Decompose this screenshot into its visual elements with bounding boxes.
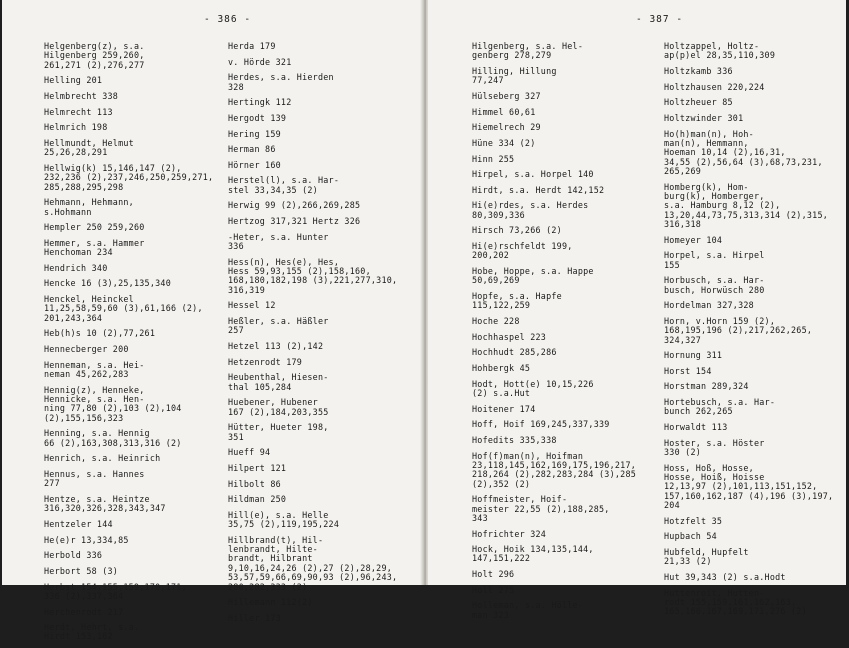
index-entry bbox=[44, 623, 230, 642]
index-entry bbox=[44, 361, 230, 380]
index-entry bbox=[228, 448, 420, 457]
index-entry-line: 147,151,222 bbox=[472, 553, 531, 564]
index-entry-line: 280,282,333 (2) bbox=[228, 581, 308, 592]
index-entry bbox=[228, 201, 420, 210]
index-entry-line: Henrich, s.a. Heinrich bbox=[44, 453, 161, 464]
index-entry bbox=[664, 83, 844, 92]
index-entry-line: Henneman, s.a. Hei- bbox=[44, 359, 145, 370]
index-entry-line: Homeyer 104 bbox=[664, 234, 723, 245]
index-entry bbox=[664, 301, 844, 310]
index-entry bbox=[472, 420, 664, 429]
index-entry bbox=[228, 342, 420, 351]
index-entry-line: 167 (2),184,203,355 bbox=[228, 406, 329, 417]
index-entry bbox=[228, 598, 420, 607]
index-entry-line: Heßler, s.a. Häßler bbox=[228, 316, 329, 327]
index-entry bbox=[472, 436, 664, 445]
index-entry-line: Hinn 255 bbox=[472, 153, 515, 164]
index-entry-line: 155 bbox=[664, 259, 680, 270]
index-entry bbox=[664, 67, 844, 76]
index-entry bbox=[472, 333, 664, 342]
index-entry-line: Hess(n), Hes(e), Hes, bbox=[228, 256, 340, 267]
index-entry-line: Hencke 16 (3),25,135,340 bbox=[44, 278, 172, 289]
index-entry-line: 50,69,269 bbox=[472, 275, 520, 286]
page-number: - 386 - bbox=[204, 14, 252, 25]
index-entry-line: Herbst 154,155,159,170,171, bbox=[44, 581, 187, 592]
index-entry-line: Hetzenrodt 179 bbox=[228, 356, 303, 367]
index-entry bbox=[44, 386, 230, 423]
index-entry-line: Hordelman 327,328 bbox=[664, 300, 754, 311]
index-entry-line: ap(p)el 28,35,110,309 bbox=[664, 50, 776, 61]
index-entry-line: 77,247 bbox=[472, 75, 504, 86]
index-entry bbox=[44, 139, 230, 158]
index-entry-line: neman 45,262,283 bbox=[44, 369, 129, 380]
index-entry-line: Hilling, Hillung bbox=[472, 65, 557, 76]
index-entry-line: 9,10,16,24,26 (2),27 (2),28,29, bbox=[228, 562, 393, 573]
index-entry bbox=[472, 495, 664, 523]
index-entry bbox=[472, 155, 664, 164]
index-entry-line: Hennecberger 200 bbox=[44, 344, 129, 355]
index-entry-line: Hessel 12 bbox=[228, 300, 276, 311]
index-entry-line: (2) s.a.Hut bbox=[472, 387, 531, 398]
index-entry bbox=[664, 317, 844, 345]
index-entry-line: Hopfe, s.a. Hapfe bbox=[472, 291, 562, 302]
index-entry-line: Hofrichter 324 bbox=[472, 528, 547, 539]
index-entry-line: Hill(e), s.a. Helle bbox=[228, 509, 329, 520]
index-entry-line: Hobe, Hoppe, s.a. Happe bbox=[472, 266, 594, 277]
index-entry bbox=[664, 439, 844, 458]
index-entry bbox=[228, 495, 420, 504]
index-entry-line: bunch 262,265 bbox=[664, 406, 733, 417]
index-entry bbox=[44, 198, 230, 217]
index-entry-line: Hosse, Hoiß, Hoisse bbox=[664, 472, 765, 483]
index-entry bbox=[664, 42, 844, 61]
index-entry bbox=[472, 226, 664, 235]
index-entry bbox=[664, 114, 844, 123]
index-entry-line: Hennicke, s.a. Hen- bbox=[44, 394, 145, 405]
index-column bbox=[228, 42, 420, 629]
index-entry-line: Horst 154 bbox=[664, 365, 712, 376]
index-entry bbox=[44, 520, 230, 529]
index-entry-line: Horbusch, s.a. Har- bbox=[664, 275, 765, 286]
index-entry-line: Homberg(k), Hom- bbox=[664, 181, 749, 192]
index-entry-line: Hergodt 139 bbox=[228, 112, 287, 123]
index-entry bbox=[472, 267, 664, 286]
index-entry-line: Hemmer, s.a. Hammer bbox=[44, 237, 145, 248]
index-entry-line: Hi(e)rdes, s.a. Herdes bbox=[472, 200, 589, 211]
index-entry-line: Hentze, s.a. Heintze bbox=[44, 493, 150, 504]
index-entry-line: 11,25,58,59,60 (3),61,166 (2), bbox=[44, 303, 203, 314]
index-entry bbox=[664, 589, 844, 617]
index-entry-line: Hertzog 317,321 Hertz 326 bbox=[228, 216, 361, 227]
index-entry bbox=[472, 292, 664, 311]
index-entry-line: Hueff 94 bbox=[228, 447, 271, 458]
index-entry-line: Hock, Hoik 134,135,144, bbox=[472, 544, 594, 555]
index-entry-line: Hilbolt 86 bbox=[228, 478, 281, 489]
index-entry-line: Heb(h)s 10 (2),77,261 bbox=[44, 328, 156, 339]
index-entry-line: Herdes, s.a. Hierden bbox=[228, 72, 334, 83]
index-entry bbox=[44, 164, 230, 192]
index-entry-line: Hortebusch, s.a. Har- bbox=[664, 397, 776, 408]
index-entry-line: (2),155,156,323 bbox=[44, 412, 124, 423]
index-entry bbox=[664, 464, 844, 511]
index-entry-line: Henchoman 234 bbox=[44, 247, 113, 258]
index-entry-line: thal 105,284 bbox=[228, 381, 292, 392]
index-entry bbox=[44, 470, 230, 489]
index-entry bbox=[472, 242, 664, 261]
index-entry bbox=[228, 614, 420, 623]
index-entry-line: Hellwig(k) 15,146,147 (2), bbox=[44, 162, 182, 173]
index-entry-line: Hoffmeister, Hoif- bbox=[472, 494, 568, 505]
index-entry bbox=[472, 405, 664, 414]
index-entry-line: Helmbrecht 338 bbox=[44, 90, 119, 101]
index-entry bbox=[472, 108, 664, 117]
index-entry-line: 257 bbox=[228, 325, 244, 336]
index-entry-line: Hirpel, s.a. Horpel 140 bbox=[472, 169, 594, 180]
index-entry bbox=[44, 295, 230, 323]
index-entry bbox=[664, 367, 844, 376]
index-entry bbox=[228, 98, 420, 107]
index-entry bbox=[472, 530, 664, 539]
index-entry-line: 330 (2) bbox=[664, 447, 702, 458]
index-entry-line: Huttenroit, Hutten- bbox=[664, 587, 765, 598]
index-entry bbox=[228, 217, 420, 226]
index-entry-line: 80,309,336 bbox=[472, 209, 525, 220]
index-entry bbox=[44, 42, 230, 70]
index-entry-line: Herchenrodt 217 bbox=[44, 606, 124, 617]
index-entry-line: Hertingk 112 bbox=[228, 97, 292, 108]
index-entry-line: Horstman 289,324 bbox=[664, 381, 749, 392]
index-entry-line: Hofedits 335,338 bbox=[472, 434, 557, 445]
index-entry-line: (2),352 (2) bbox=[472, 478, 531, 489]
index-entry bbox=[664, 98, 844, 107]
index-entry bbox=[472, 123, 664, 132]
index-entry-line: -Heter, s.a. Hunter bbox=[228, 231, 329, 242]
index-entry bbox=[664, 517, 844, 526]
index-entry-line: 343 bbox=[472, 512, 488, 523]
index-entry-line: Hilpert 121 bbox=[228, 462, 287, 473]
index-entry-line: 351 bbox=[228, 431, 244, 442]
index-entry-line: 324,327 bbox=[664, 334, 702, 345]
index-entry-line: 13,20,44,73,75,313,314 (2),315, bbox=[664, 209, 829, 220]
index-entry-line: He(e)r 13,334,85 bbox=[44, 534, 129, 545]
index-entry-line: genberg 278,279 bbox=[472, 50, 552, 61]
index-entry-line: Horpel, s.a. Hirpel bbox=[664, 250, 765, 261]
index-entry bbox=[664, 351, 844, 360]
index-entry bbox=[664, 236, 844, 245]
index-entry-line: 201,243,364 bbox=[44, 312, 103, 323]
index-entry bbox=[228, 480, 420, 489]
index-entry bbox=[228, 161, 420, 170]
index-entry-line: Helmrecht 113 bbox=[44, 106, 113, 117]
index-entry-line: Hillbrand(t), Hil- bbox=[228, 534, 324, 545]
index-entry bbox=[472, 364, 664, 373]
index-entry bbox=[664, 532, 844, 541]
index-column bbox=[44, 42, 230, 648]
index-entry bbox=[472, 452, 664, 489]
index-entry-line: 53,57,59,66,69,90,93 (2),96,243, bbox=[228, 572, 398, 583]
index-entry bbox=[44, 223, 230, 232]
index-entry-line: 165,166,167,169,171,276 (2) bbox=[664, 606, 807, 617]
index-entry bbox=[664, 251, 844, 270]
index-entry-line: Ho(h)man(n), Hoh- bbox=[664, 128, 754, 139]
index-entry bbox=[44, 567, 230, 576]
index-column bbox=[472, 42, 664, 626]
index-entry-line: man(n), Hemmann, bbox=[664, 137, 749, 148]
index-entry bbox=[228, 301, 420, 310]
index-entry-line: 285,288,295,298 bbox=[44, 181, 124, 192]
index-entry bbox=[228, 258, 420, 295]
index-entry-line: 21,33 (2) bbox=[664, 556, 712, 567]
index-entry-line: Herbort 58 (3) bbox=[44, 565, 119, 576]
index-entry-line: Hempler 250 259,260 bbox=[44, 222, 145, 233]
index-entry bbox=[44, 76, 230, 85]
index-entry bbox=[472, 92, 664, 101]
index-entry-line: Hendrich 340 bbox=[44, 262, 108, 273]
index-entry-line: 232,236 (2),237,246,250,259,271, bbox=[44, 172, 214, 183]
index-entry bbox=[228, 233, 420, 252]
index-entry-line: meister 22,55 (2),188,285, bbox=[472, 503, 610, 514]
index-entry-line: Hoster, s.a. Höster bbox=[664, 437, 765, 448]
index-entry bbox=[228, 398, 420, 417]
index-entry-line: 277 bbox=[44, 478, 60, 489]
index-entry bbox=[228, 317, 420, 336]
index-entry bbox=[664, 130, 844, 177]
index-entry-line: Hirsch 73,266 (2) bbox=[472, 225, 562, 236]
index-entry-line: Hehmann, Hehmann, bbox=[44, 197, 134, 208]
index-entry-line: Hof(f)man(n), Hoifman bbox=[472, 450, 584, 461]
index-entry-line: Hornung 311 bbox=[664, 350, 723, 361]
index-entry-line: Hüne 334 (2) bbox=[472, 137, 536, 148]
index-entry-line: Holleman, s.a. Hölle- bbox=[472, 600, 584, 611]
index-entry-line: Hörner 160 bbox=[228, 159, 281, 170]
index-entry-line: Holtzhausen 220,224 bbox=[664, 81, 765, 92]
index-entry-line: 34,55 (2),56,64 (3),68,73,231, bbox=[664, 156, 823, 167]
index-entry bbox=[228, 176, 420, 195]
index-entry bbox=[228, 73, 420, 92]
index-entry-line: 25,26,28,291 bbox=[44, 147, 108, 158]
index-entry-line: Huebener, Hubener bbox=[228, 397, 318, 408]
index-entry-line: Hut 39,343 (2) s.a.Hodt bbox=[664, 571, 786, 582]
index-entry-line: Hi(e)rschfeldt 199, bbox=[472, 241, 573, 252]
index-entry-line: 66 (2),163,308,313,316 (2) bbox=[44, 437, 182, 448]
index-entry-line: Hellmundt, Helmut bbox=[44, 137, 134, 148]
index-entry-line: 168,180,182,198 (3),221,277,310, bbox=[228, 275, 398, 286]
index-entry bbox=[472, 201, 664, 220]
index-entry-line: Hütter, Hueter 198, bbox=[228, 422, 329, 433]
index-entry bbox=[472, 317, 664, 326]
index-entry bbox=[44, 608, 230, 617]
index-entry-line: Hoche 228 bbox=[472, 316, 520, 327]
index-entry bbox=[664, 382, 844, 391]
index-entry-line: burg(k), Homberger, bbox=[664, 190, 765, 201]
index-entry-line: Hildman 250 bbox=[228, 494, 287, 505]
index-entry-line: Holtzkamb 336 bbox=[664, 65, 733, 76]
index-entry-line: Hennus, s.a. Hannes bbox=[44, 468, 145, 479]
index-entry bbox=[472, 186, 664, 195]
index-entry-line: Hodt, Hott(e) 10,15,226 bbox=[472, 378, 594, 389]
index-entry-line: ning 77,80 (2),103 (2),104 bbox=[44, 403, 182, 414]
index-entry-line: Hennig(z), Henneke, bbox=[44, 384, 145, 395]
index-entry-line: Hoss, Hoß, Hosse, bbox=[664, 462, 754, 473]
index-entry bbox=[228, 358, 420, 367]
index-entry bbox=[44, 123, 230, 132]
index-entry bbox=[472, 545, 664, 564]
index-entry-line: Herbold 336 bbox=[44, 550, 103, 561]
index-entry bbox=[472, 586, 664, 595]
index-entry-line: Herdt, Hehrt, s.a. bbox=[44, 622, 140, 633]
index-entry-line: Henning, s.a. Hennig bbox=[44, 428, 150, 439]
index-entry bbox=[472, 380, 664, 399]
index-entry-line: 328 bbox=[228, 81, 244, 92]
index-entry-line: Hess 59,93,155 (2),158,160, bbox=[228, 266, 371, 277]
index-entry-line: 115,122,259 bbox=[472, 300, 531, 311]
index-entry-line: man 323 bbox=[472, 609, 510, 620]
index-entry bbox=[44, 345, 230, 354]
index-entry bbox=[228, 511, 420, 530]
index-entry-line: brandt, Hilbrant bbox=[228, 553, 313, 564]
index-entry bbox=[228, 373, 420, 392]
index-entry-line: Holt 296 bbox=[472, 569, 515, 580]
index-entry bbox=[44, 264, 230, 273]
index-entry-line: Hentzeler 144 bbox=[44, 518, 113, 529]
left-page bbox=[2, 0, 422, 642]
index-entry bbox=[472, 139, 664, 148]
index-entry bbox=[228, 42, 420, 51]
index-entry-line: 336 (2),337,364 bbox=[44, 590, 124, 601]
index-entry-line: Helgenberg(z), s.a. bbox=[44, 41, 145, 51]
index-entry bbox=[44, 536, 230, 545]
index-entry-line: Hochhaspel 223 bbox=[472, 331, 547, 342]
index-entry bbox=[44, 429, 230, 448]
index-entry-line: busch, Horwüsch 280 bbox=[664, 284, 765, 295]
index-entry-line: Herwig 99 (2),266,269,285 bbox=[228, 200, 361, 211]
index-entry bbox=[664, 398, 844, 417]
index-entry-line: Herman 86 bbox=[228, 144, 276, 155]
index-entry-line: Hirdt 153,162 bbox=[44, 631, 113, 642]
index-entry-line: Horn, v.Horn 159 (2), bbox=[664, 315, 776, 326]
index-entry bbox=[472, 42, 664, 61]
index-entry-line: Hillemann 112(2) bbox=[228, 597, 313, 608]
index-entry-line: Hotzfelt 35 bbox=[664, 515, 723, 526]
right-page bbox=[428, 0, 846, 620]
index-entry-line: 218,264 (2),282,283,284 (3),285 bbox=[472, 469, 637, 480]
index-entry-line: Hülseberg 327 bbox=[472, 90, 541, 101]
index-entry bbox=[228, 114, 420, 123]
index-entry bbox=[228, 130, 420, 139]
index-entry-line: 316,320,326,328,343,347 bbox=[44, 503, 166, 514]
index-entry bbox=[44, 92, 230, 101]
index-entry bbox=[44, 495, 230, 514]
index-entry-line: Horwaldt 113 bbox=[664, 422, 728, 433]
index-entry-line: 12,13,97 (2),101,113,151,152, bbox=[664, 481, 818, 492]
index-entry bbox=[44, 583, 230, 602]
index-entry-line: Helmrich 198 bbox=[44, 122, 108, 133]
index-column bbox=[664, 42, 844, 623]
index-entry bbox=[228, 58, 420, 67]
index-entry bbox=[44, 551, 230, 560]
index-entry bbox=[44, 329, 230, 338]
index-entry-line: Holl 275 bbox=[472, 584, 515, 595]
index-entry-line: Hochhudt 285,286 bbox=[472, 347, 557, 358]
index-entry-line: Hupbach 54 bbox=[664, 531, 717, 542]
index-entry-line: Hiller 173 bbox=[228, 612, 281, 623]
index-entry-line: Hoitener 174 bbox=[472, 403, 536, 414]
index-entry-line: Heubenthal, Hiesen- bbox=[228, 372, 329, 383]
index-entry bbox=[664, 573, 844, 582]
index-entry bbox=[472, 601, 664, 620]
index-entry bbox=[228, 145, 420, 154]
index-entry-line: 261,271 (2),276,277 bbox=[44, 59, 145, 70]
index-entry bbox=[44, 454, 230, 463]
index-entry bbox=[664, 183, 844, 230]
index-entry bbox=[664, 276, 844, 295]
index-entry bbox=[472, 67, 664, 86]
index-entry-line: Henckel, Heinckel bbox=[44, 294, 134, 305]
index-entry-line: 200,202 bbox=[472, 250, 510, 261]
index-entry bbox=[228, 423, 420, 442]
index-entry-line: Hilgenberg 259,260, bbox=[44, 50, 145, 61]
index-entry bbox=[44, 239, 230, 258]
index-entry-line: 157,160,162,187 (4),196 (3),197, bbox=[664, 490, 834, 501]
index-entry-line: Himmel 60,61 bbox=[472, 106, 536, 117]
index-entry-line: rodt 155,159,161,162,163, bbox=[664, 596, 797, 607]
index-entry-line: stel 33,34,35 (2) bbox=[228, 184, 318, 195]
index-entry-line: v. Hörde 321 bbox=[228, 56, 292, 67]
index-entry bbox=[472, 348, 664, 357]
index-entry bbox=[228, 464, 420, 473]
index-entry-line: Holtzheuer 85 bbox=[664, 97, 733, 108]
index-entry-line: 336 bbox=[228, 241, 244, 252]
index-entry bbox=[664, 548, 844, 567]
index-entry-line: Hoeman 10,14 (2),16,31, bbox=[664, 147, 786, 158]
index-entry-line: 316,318 bbox=[664, 218, 702, 229]
index-entry-line: s.a. Hamburg 8,12 (2), bbox=[664, 200, 781, 211]
index-entry bbox=[44, 279, 230, 288]
index-entry-line: Holtzappel, Holtz- bbox=[664, 41, 760, 51]
index-entry-line: Hering 159 bbox=[228, 128, 281, 139]
index-entry-line: 35,75 (2),119,195,224 bbox=[228, 519, 340, 530]
index-entry-line: 23,118,145,162,169,175,196,217, bbox=[472, 459, 637, 470]
index-entry-line: Helling 201 bbox=[44, 75, 103, 86]
index-entry-line: s.Hohmann bbox=[44, 206, 92, 217]
index-entry-line: Hetzel 113 (2),142 bbox=[228, 341, 324, 352]
index-entry bbox=[228, 536, 420, 592]
index-entry-line: 204 bbox=[664, 500, 680, 511]
index-entry-line: lenbrandt, Hilte- bbox=[228, 544, 318, 555]
index-entry-line: Hirdt, s.a. Herdt 142,152 bbox=[472, 184, 605, 195]
index-entry bbox=[44, 108, 230, 117]
index-entry-line: Hilgenberg, s.a. Hel- bbox=[472, 41, 584, 51]
index-entry-line: Holtzwinder 301 bbox=[664, 112, 744, 123]
index-entry-line: Hohbergk 45 bbox=[472, 362, 531, 373]
index-entry-line: 265,269 bbox=[664, 165, 702, 176]
index-entry-line: Herstel(l), s.a. Har- bbox=[228, 175, 340, 186]
index-entry-line: Hiemelrech 29 bbox=[472, 122, 541, 133]
index-entry bbox=[472, 170, 664, 179]
index-entry-line: Hubfeld, Hupfelt bbox=[664, 546, 749, 557]
index-entry-line: 168,195,196 (2),217,262,265, bbox=[664, 325, 813, 336]
page-number: - 387 - bbox=[636, 14, 684, 25]
index-entry-line: Herda 179 bbox=[228, 41, 276, 51]
index-entry bbox=[472, 570, 664, 579]
index-entry-line: 316,319 bbox=[228, 284, 266, 295]
index-entry bbox=[664, 423, 844, 432]
index-entry-line: Hoff, Hoif 169,245,337,339 bbox=[472, 419, 610, 430]
